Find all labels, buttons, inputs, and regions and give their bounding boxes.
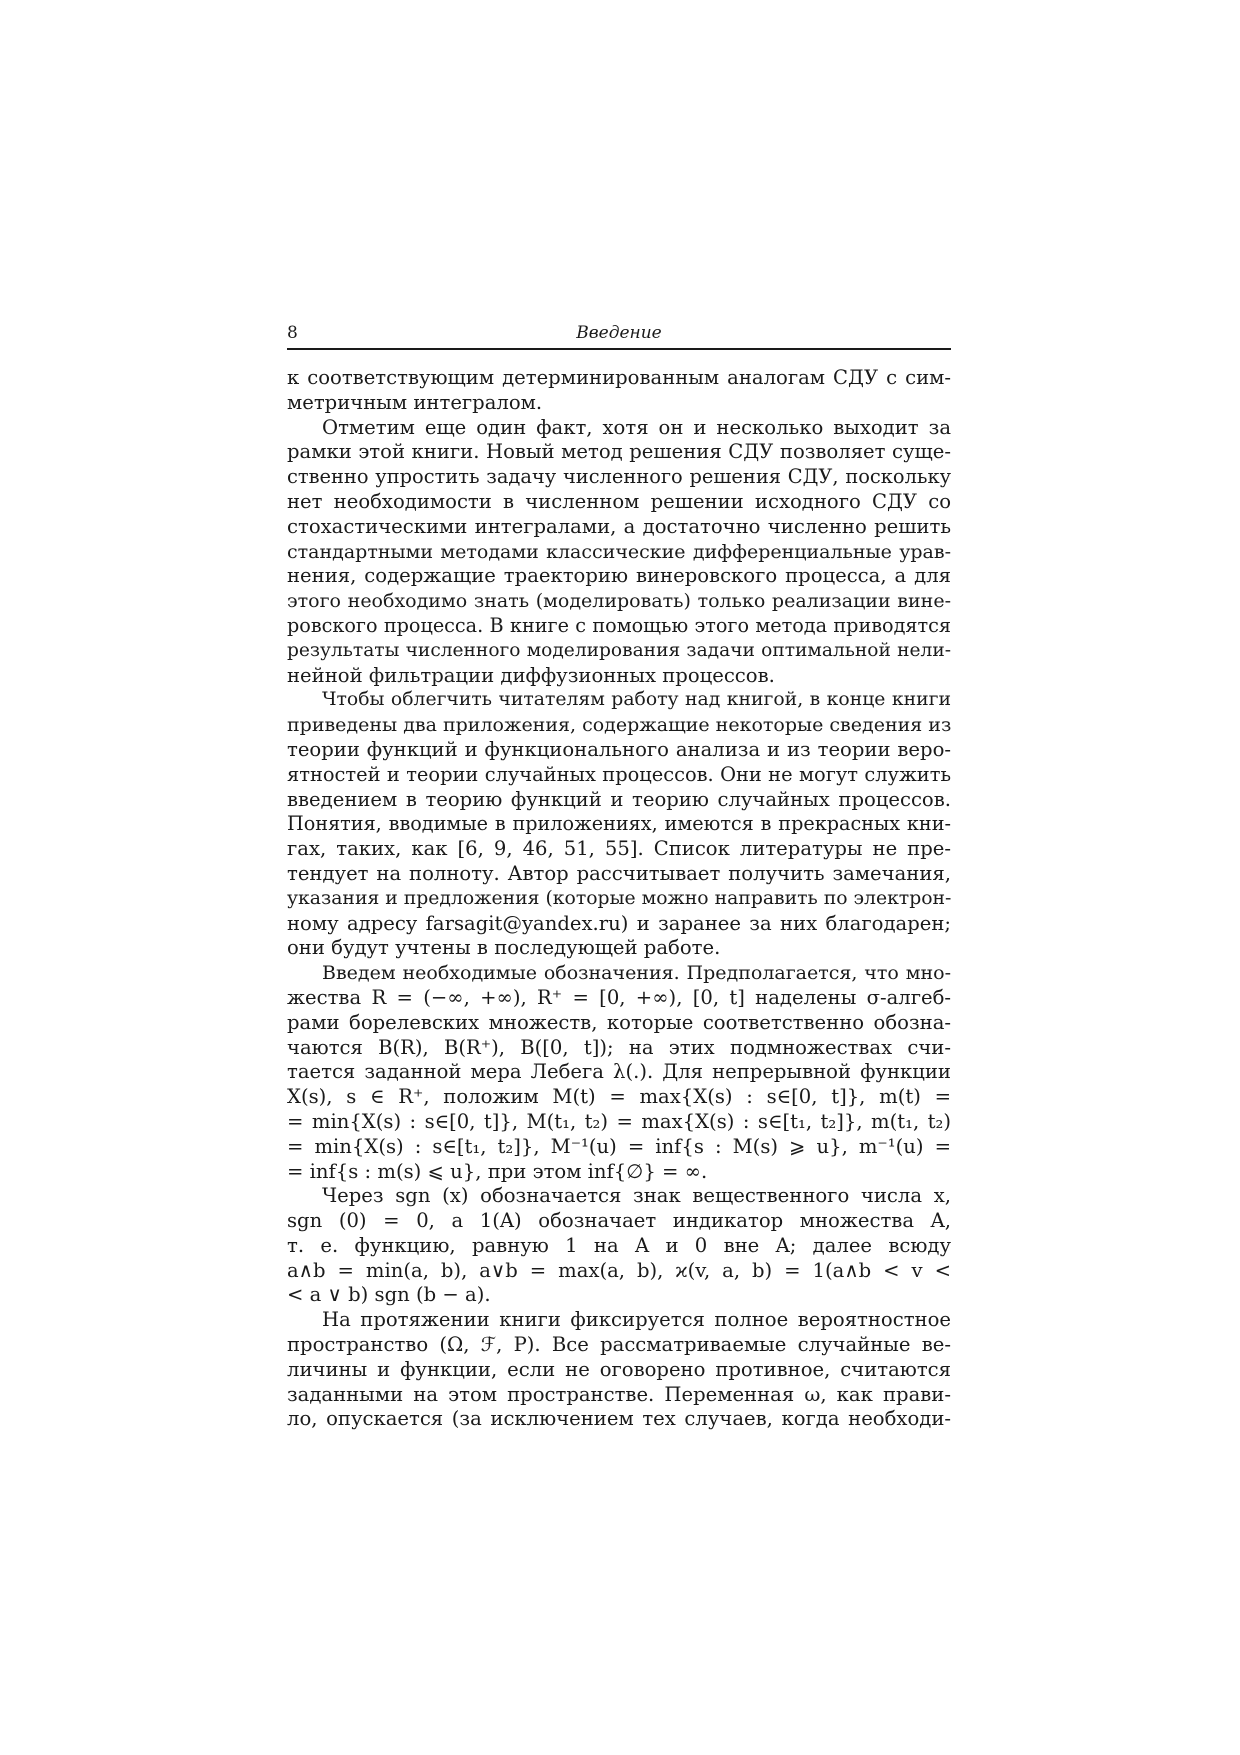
text-line: тендует на полноту. Автор рассчитывает получить замечания, xyxy=(287,861,951,885)
text-line: тается заданной мера Лебега λ(.). Для непрерывной функции xyxy=(287,1060,951,1084)
text-line: ло, опускается (за исключением тех случаев, когда необходи- xyxy=(287,1407,951,1431)
text-line: т. е. функцию, равную 1 на A и 0 вне A; далее всюду xyxy=(287,1233,951,1257)
text-line: < a ∨ b) sgn (b − a). xyxy=(287,1283,491,1307)
text-line: гах, таких, как [6, 9, 46, 51, 55]. Список литературы не пре- xyxy=(287,837,951,861)
text-line: sgn (0) = 0, а 1(A) обозначает индикатор множества A, xyxy=(287,1209,951,1233)
text-line: = min{X(s) : s∈[0, t]}, M(t₁, t₂) = max{X(s) : s∈[t₁, t₂]}, m(t₁, t₂) xyxy=(287,1109,951,1133)
text-line: этого необходимо знать (моделировать) только реализации вине- xyxy=(287,590,951,613)
page-number: 8 xyxy=(287,323,298,343)
text-line: ровского процесса. В книге с помощью этого метода приводятся xyxy=(287,613,951,637)
text-line: к соответствующим детерминированным аналогам СДУ с сим- xyxy=(287,366,951,389)
text-line: стандартными методами классические дифференциальные урав- xyxy=(287,540,951,563)
text-line: чаются B(R), B(R⁺), B([0, t]); на этих подмножествах счи- xyxy=(287,1035,951,1059)
text-line: они будут учтены в последующей работе. xyxy=(287,936,721,960)
text-line: жества R = (−∞, +∞), R⁺ = [0, +∞), [0, t] наделены σ-алгеб- xyxy=(287,985,951,1009)
text-line: личины и функции, если не оговорено противное, считаются xyxy=(287,1357,951,1381)
text-line: Понятия, вводимые в приложениях, имеются в прекрасных кни- xyxy=(287,812,951,836)
text-line: = inf{s : m(s) ⩽ u}, при этом inf{∅} = ∞. xyxy=(287,1159,708,1183)
text-line: Через sgn (x) обозначается знак вещественного числа x, xyxy=(322,1184,951,1208)
text-line: метричным интегралом. xyxy=(287,390,543,414)
text-line: результаты численного моделирования задачи оптимальной нели- xyxy=(287,639,951,661)
text-line: нения, содержащие траекторию винеровского процесса, а для xyxy=(287,564,951,588)
text-line: ятностей и теории случайных процессов. Они не могут служить xyxy=(287,762,951,786)
text-line: приведены два приложения, содержащие некоторые сведения из xyxy=(287,714,951,737)
body-text xyxy=(287,366,951,1432)
text-line: На протяжении книги фиксируется полное вероятностное xyxy=(322,1308,951,1332)
text-line: Отметим еще один факт, хотя он и несколько выходит за xyxy=(322,415,951,439)
text-line: заданными на этом пространстве. Переменная ω, как прави- xyxy=(287,1382,951,1406)
running-title: Введение xyxy=(576,323,662,343)
text-line: ственно упростить задачу численного решения СДУ, поскольку xyxy=(287,465,951,489)
text-line: указания и предложения (которые можно направить по электрон- xyxy=(287,887,951,909)
text-line: Введем необходимые обозначения. Предполагается, что мно- xyxy=(322,962,951,985)
page-header xyxy=(287,322,951,350)
text-line: Чтобы облегчить читателям работу над книгой, в конце книги xyxy=(322,689,951,711)
text-line: a∧b = min(a, b), a∨b = max(a, b), ϰ(v, a, b) = 1(a∧b < v < xyxy=(287,1258,951,1282)
text-line: ному адресу farsagit@yandex.ru) и заранее за них благодарен; xyxy=(287,911,951,935)
text-line: нет необходимости в численном решении исходного СДУ со xyxy=(287,489,951,513)
text-line: пространство (Ω, ℱ, P). Все рассматриваемые случайные ве- xyxy=(287,1333,951,1357)
text-line: = min{X(s) : s∈[t₁, t₂]}, M⁻¹(u) = inf{s : M(s) ⩾ u}, m⁻¹(u) = xyxy=(287,1134,951,1158)
text-line: рами борелевских множеств, которые соответственно обозна- xyxy=(287,1010,951,1034)
text-line: введением в теорию функций и теорию случайных процессов. xyxy=(287,787,951,811)
text-line: рамки этой книги. Новый метод решения СДУ позволяет суще- xyxy=(287,440,951,464)
text-line: теории функций и функционального анализа и из теории веро- xyxy=(287,737,951,761)
text-line: стохастическими интегралами, а достаточно численно решить xyxy=(287,514,951,538)
text-line: X(s), s ∈ R⁺, положим M(t) = max{X(s) : s∈[0, t]}, m(t) = xyxy=(287,1085,951,1109)
text-line: нейной фильтрации диффузионных процессов. xyxy=(287,663,775,687)
